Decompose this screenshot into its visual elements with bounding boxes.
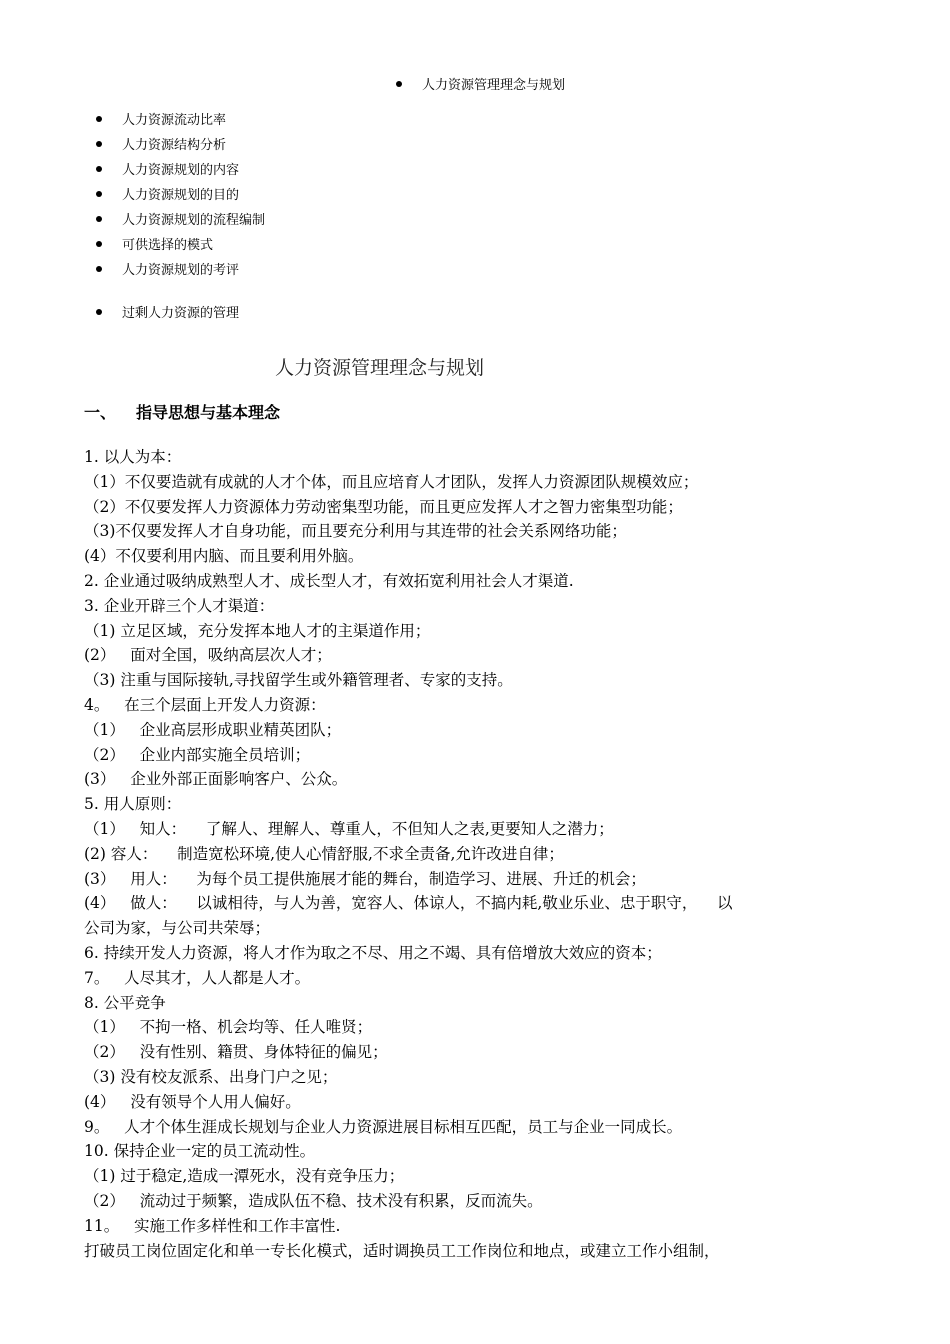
bullet-icon — [96, 309, 102, 315]
bullet-icon — [96, 166, 102, 172]
body-line: 7。 人尽其才，人人都是人才。 — [84, 968, 311, 987]
body-line: （2）不仅要发挥人力资源体力劳动密集型功能，而且更应发挥人才之智力密集型功能； — [84, 497, 683, 516]
toc-item-label: 人力资源规划的目的 — [122, 188, 240, 203]
toc-item[interactable] — [96, 262, 265, 287]
body-line: 公司为家，与公司共荣辱； — [84, 919, 271, 938]
bullet-icon — [96, 191, 102, 197]
toc-item-label: 人力资源规划的流程编制 — [122, 213, 266, 228]
body-line: （2） 流动过于频繁，造成队伍不稳、技术没有积累，反而流失。 — [84, 1191, 543, 1210]
body-line: (3） 企业外部正面影响客户、公众。 — [84, 770, 348, 789]
body-line: （1) 过于稳定,造成一潭死水，没有竞争压力； — [84, 1167, 405, 1186]
toc-item[interactable] — [96, 212, 265, 237]
section-heading — [84, 401, 280, 425]
body-line: 11。 实施工作多样性和工作丰富性. — [84, 1216, 341, 1235]
body-line: (3） 用人： 为每个员工提供施展才能的舞台，制造学习、进展、升迁的机会； — [84, 869, 646, 888]
bullet-icon — [96, 116, 102, 122]
body-line: （2） 没有性别、籍贯、身体特征的偏见； — [84, 1043, 388, 1062]
body-line: （1）不仅要造就有成就的人才个体，而且应培育人才团队，发挥人力资源团队规模效应； — [84, 472, 699, 491]
body-line: （3) 注重与国际接轨,寻找留学生或外籍管理者、专家的支持。 — [84, 671, 513, 690]
bullet-icon — [96, 266, 102, 272]
body-line: （1） 不拘一格、机会均等、任人唯贤； — [84, 1018, 373, 1037]
body-line: 8. 公平竞争 — [84, 993, 166, 1012]
body-line: （3) 没有校友派系、出身门户之见； — [84, 1067, 338, 1086]
toc-item[interactable] — [96, 137, 265, 162]
toc-item-label: 可供选择的模式 — [122, 238, 214, 253]
top-bullet-label: 人力资源管理理念与规划 — [422, 78, 566, 93]
body-line: 2. 企业通过吸纳成熟型人才、成长型人才，有效拓宽利用社会人才渠道. — [84, 571, 574, 590]
bullet-icon — [396, 81, 402, 87]
bullet-icon — [96, 241, 102, 247]
body-line: 1. 以人为本： — [84, 448, 182, 466]
body-line: 6. 持续开发人力资源，将人才作为取之不尽、用之不竭、具有倍增放大效应的资本； — [84, 943, 662, 962]
body-line: （1) 立足区域，充分发挥本地人才的主渠道作用； — [84, 621, 431, 640]
section-heading-text: 指导思想与基本理念 — [136, 403, 281, 422]
top-bullet-item[interactable] — [396, 77, 565, 95]
toc-item[interactable] — [96, 305, 265, 330]
bullet-icon — [96, 216, 102, 222]
toc-item-label: 人力资源规划的考评 — [122, 263, 240, 278]
body-line: (4） 做人： 以诚相待，与人为善，宽容人、体谅人，不搞内耗,敬业乐业、忠于职守， 以 — [84, 894, 733, 913]
body-line: （3)不仅要发挥人才自身功能，而且要充分利用与其连带的社会关系网络功能； — [84, 522, 627, 541]
body-line: (4）不仅要利用内脑、而且要利用外脑。 — [84, 547, 364, 566]
body-line: （1） 知人： 了解人、理解人、尊重人，不但知人之表,更要知人之潜力； — [84, 819, 614, 838]
body-line: (4） 没有领导个人用人偏好。 — [84, 1092, 301, 1111]
toc-item-label: 人力资源结构分析 — [122, 138, 227, 153]
document-title: 人力资源管理理念与规划 — [275, 357, 485, 379]
body-line: (2) 容人： 制造宽松环境,使人心情舒服,不求全责备,允许改进自律； — [84, 844, 564, 863]
body-line: 5. 用人原则： — [84, 795, 182, 814]
body-line: 3. 企业开辟三个人才渠道： — [84, 596, 275, 615]
toc-item[interactable] — [96, 237, 265, 262]
toc-list — [96, 112, 265, 330]
toc-item[interactable] — [96, 162, 265, 187]
toc-item[interactable] — [96, 112, 265, 137]
body-line: 10. 保持企业一定的员工流动性。 — [84, 1142, 316, 1161]
body-line: 4。 在三个层面上开发人力资源： — [84, 695, 326, 714]
toc-item[interactable] — [96, 187, 265, 212]
toc-item-label: 人力资源规划的内容 — [122, 163, 240, 178]
toc-item-label: 人力资源流动比率 — [122, 113, 227, 128]
body-line: （2） 企业内部实施全员培训； — [84, 745, 311, 764]
body-line: 打破员工岗位固定化和单一专长化模式，适时调换员工工作岗位和地点，或建立工作小组制， — [84, 1241, 720, 1260]
bullet-icon — [96, 141, 102, 147]
body-text — [84, 445, 824, 1263]
section-number: 一、 — [84, 403, 117, 422]
toc-item-label: 过剩人力资源的管理 — [122, 306, 240, 321]
body-line: (2） 面对全国，吸纳高层次人才； — [84, 646, 332, 665]
body-line: （1） 企业高层形成职业精英团队； — [84, 720, 342, 739]
body-line: 9。 人才个体生涯成长规划与企业人力资源进展目标相互匹配，员工与企业一同成长。 — [84, 1117, 683, 1136]
